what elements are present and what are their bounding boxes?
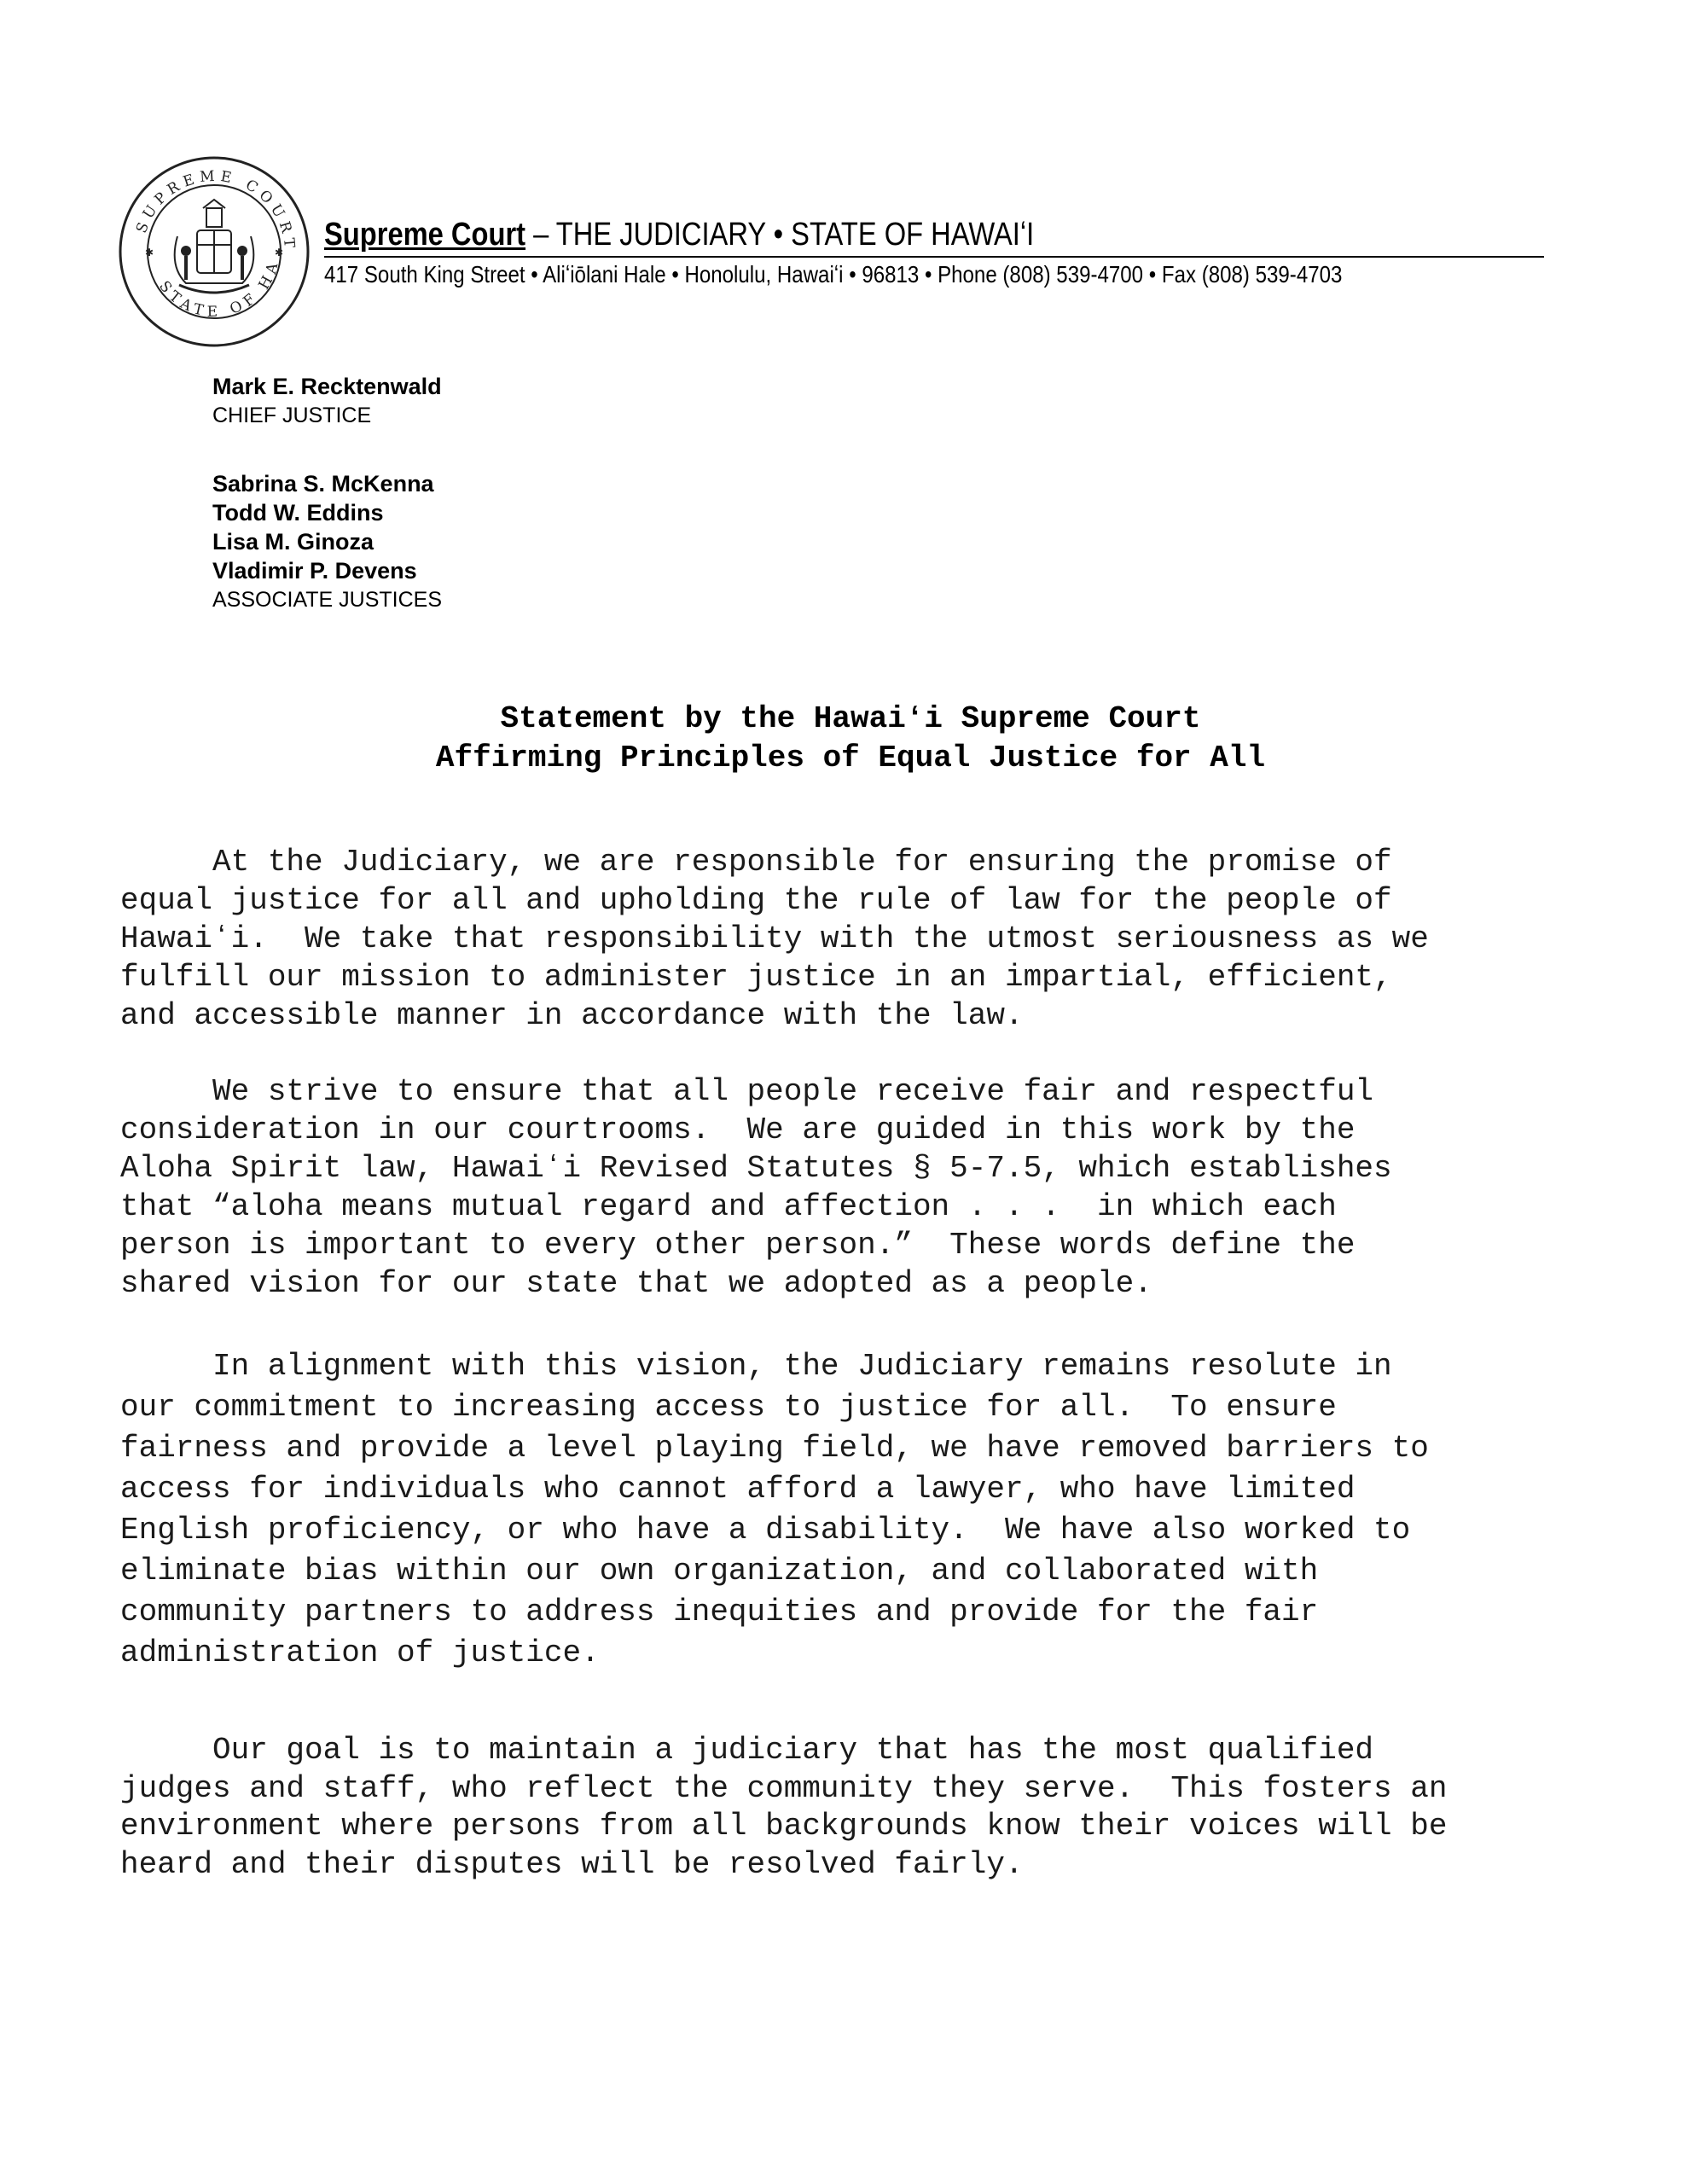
letterhead (324, 215, 1544, 292)
svg-text:SUPREME COURT: SUPREME COURT (133, 167, 299, 254)
paragraph-text: Our goal is to maintain a judiciary that has the most qualified judges and staff, who reflect the community they serve. This fosters an environment where persons from all backgrounds know their voices will be heard and their disputes will be resolved fairly. (120, 1733, 1448, 1882)
letterhead-title-rest: – THE JUDICIARY • STATE OF HAWAIʻI (525, 217, 1035, 253)
paragraph-text: In alignment with this vision, the Judiciary remains resolute in our commitment to increasing access to justice for all. To ensure fairness and provide a level playing field, we have removed barriers to access for individuals who cannot afford a lawyer, who have limited English proficiency, or who have a disability. We have also worked to eliminate bias within our own organization, and collaborated with community partners to address inequities and provide for the fair administration of justice. (120, 1349, 1429, 1670)
court-name: Supreme Court (324, 217, 526, 253)
svg-text:✱: ✱ (275, 247, 284, 258)
statement-title-line-1: Statement by the Hawaiʻi Supreme Court (500, 701, 1201, 736)
associate-justice-name: Sabrina S. McKenna (212, 471, 434, 497)
associate-justices-title: ASSOCIATE JUSTICES (212, 588, 443, 612)
chief-justice-title: CHIEF JUSTICE (212, 404, 372, 427)
svg-text:STATE OF HAWAII: STATE OF HA (155, 257, 283, 321)
paragraph-text: At the Judiciary, we are responsible for ensuring the promise of equal justice for all and upholding the rule of law for the people of Hawaiʻi. We take that responsibility with the utmost seriousness as we fulfill our mission to administer justice in an impartial, efficient, and accessible manner in accordance with the law. (120, 845, 1429, 1033)
court-seal (118, 155, 311, 348)
justices-list (212, 372, 442, 614)
letterhead-address: 417 South King Street • Aliʻiōlani Hale • Honolulu, Hawaiʻi • 96813 • Phone (808) 539-4700 • Fax (808) 539-4703 (324, 261, 1343, 288)
letterhead-title (324, 215, 1373, 254)
associate-justice-name: Lisa M. Ginoza (212, 529, 374, 555)
statement-paragraph-3 (120, 1346, 1588, 1674)
statement-title-line-2: Affirming Principles of Equal Justice for All (435, 741, 1266, 775)
chief-justice-name: Mark E. Recktenwald (212, 374, 442, 399)
statement-paragraph-1 (120, 843, 1588, 1035)
svg-text:✱: ✱ (145, 247, 154, 258)
statement-paragraph-2 (120, 1072, 1588, 1303)
statement-paragraph-4 (120, 1732, 1588, 1884)
associate-justice-name: Todd W. Eddins (212, 500, 384, 526)
statement-heading (0, 700, 1701, 778)
seal-icon (118, 155, 311, 348)
associate-justice-name: Vladimir P. Devens (212, 558, 417, 584)
paragraph-text: We strive to ensure that all people receive fair and respectful consideration in our courtrooms. We are guided in this work by the Aloha Spirit law, Hawaiʻi Revised Statutes § 5-7.5, which establishes that “aloha means mutual regard and affection . . . in which each person is important to every other person.” These words define the shared vision for our state that we adopted as a people. (120, 1074, 1392, 1301)
